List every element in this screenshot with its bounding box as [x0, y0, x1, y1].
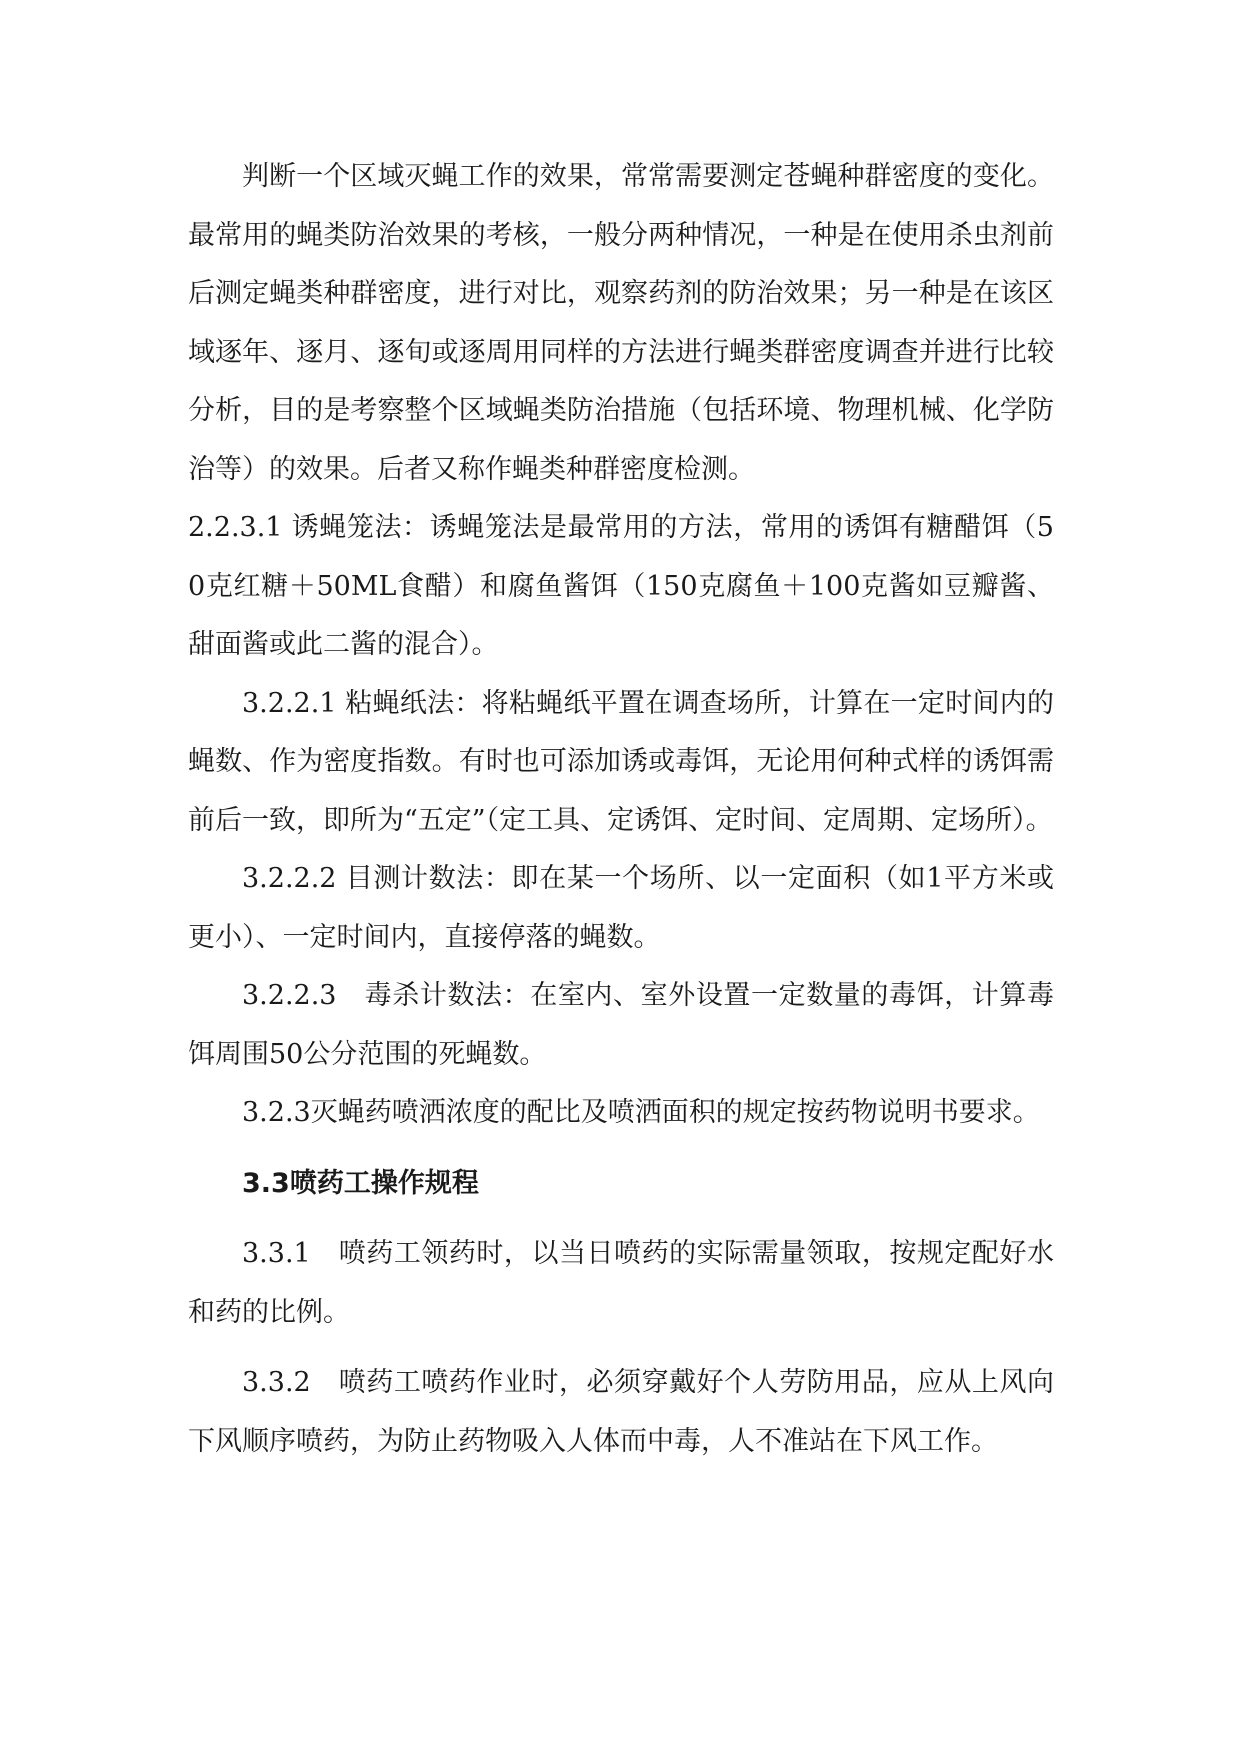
paragraph-3-2-2-3: 3.2.2.3 毒杀计数法：在室内、室外设置一定数量的毒饵，计算毒饵周围50公分范围的死蝇数。 — [188, 980, 1054, 1070]
paragraph-3-2-3: 3.2.3灭蝇药喷洒浓度的配比及喷洒面积的规定按药物说明书要求。 — [242, 1097, 1040, 1128]
paragraph-3-3-1: 3.3.1 喷药工领药时，以当日喷药的实际需量领取，按规定配好水和药的比例。 — [188, 1238, 1054, 1328]
section-heading-3-3: 3.3喷药工操作规程 — [242, 1167, 479, 1199]
paragraph-3-2-2-2: 3.2.2.2 目测计数法：即在某一个场所、以一定面积（如1平方米或更小）、一定时间内，直接停落的蝇数。 — [188, 863, 1054, 953]
paragraph-2-2-3-1: 2.2.3.1 诱蝇笼法：诱蝇笼法是最常用的方法，常用的诱饵有糖醋饵（50克红糖＋50ML食醋）和腐鱼酱饵（150克腐鱼＋100克酱如豆瓣酱、甜面酱或此二酱的混合）。 — [188, 512, 1054, 660]
document-page — [188, 148, 1054, 1471]
paragraph-intro: 判断一个区域灭蝇工作的效果，常常需要测定苍蝇种群密度的变化。最常用的蝇类防治效果的考核，一般分两种情况，一种是在使用杀虫剂前后测定蝇类种群密度，进行对比，观察药剂的防治效果；另一种是在该区域逐年、逐月、逐旬或逐周用同样的方法进行蝇类群密度调查并进行比较分析，目的是考察整个区域蝇类防治措施（包括环境、物理机械、化学防治等）的效果。后者又称作蝇类种群密度检测。 — [188, 161, 1054, 485]
paragraph-3-3-2: 3.3.2 喷药工喷药作业时，必须穿戴好个人劳防用品，应从上风向下风顺序喷药，为防止药物吸入人体而中毒，人不准站在下风工作。 — [188, 1367, 1054, 1457]
paragraph-3-2-2-1: 3.2.2.1 粘蝇纸法：将粘蝇纸平置在调查场所，计算在一定时间内的蝇数、作为密度指数。有时也可添加诱或毒饵，无论用何种式样的诱饵需前后一致，即所为“五定”（定工具、定诱饵、定时间、定周期、定场所）。 — [188, 687, 1054, 836]
